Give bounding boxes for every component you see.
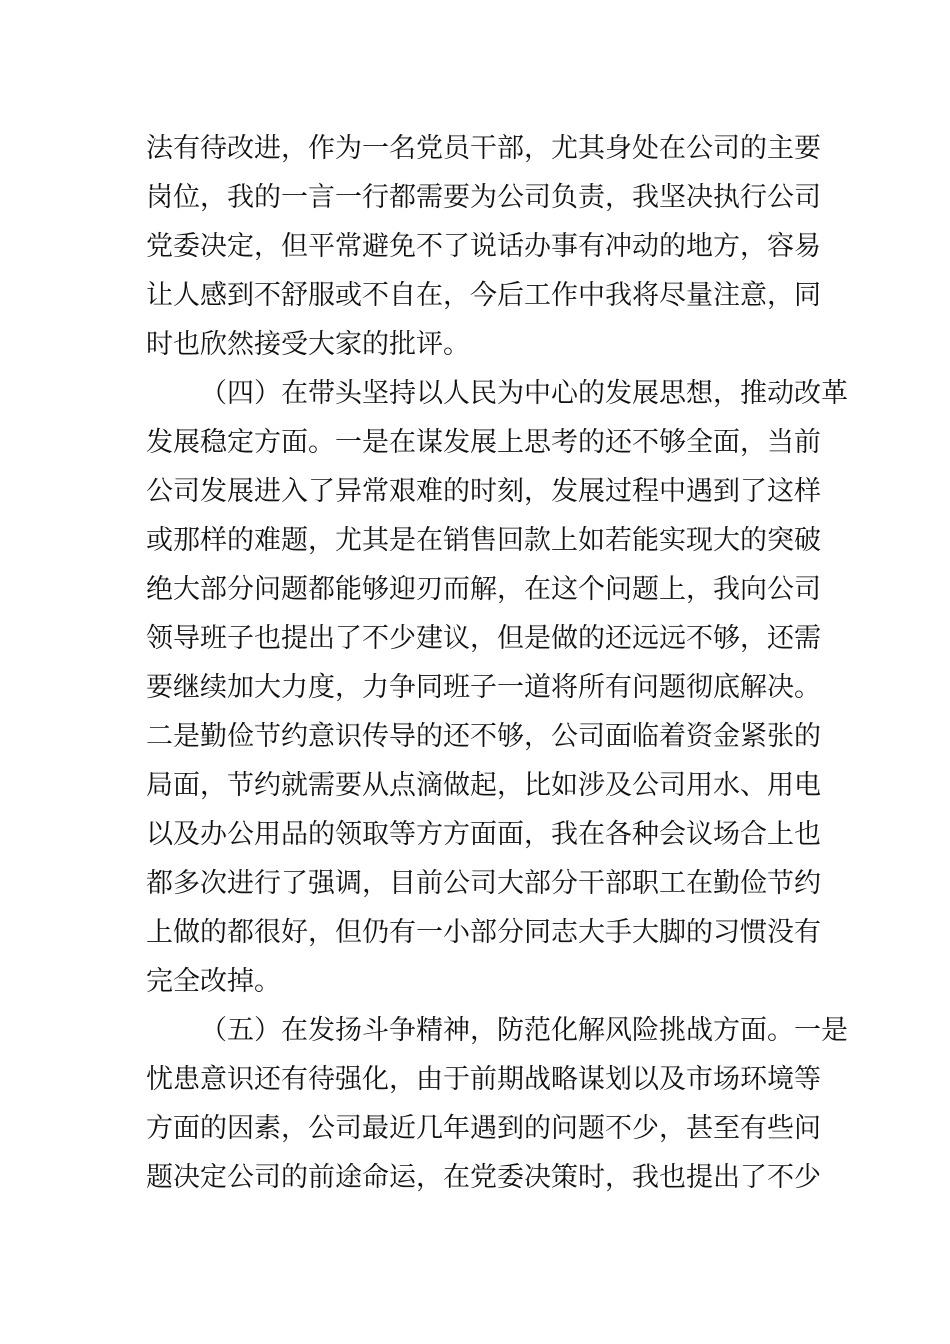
text-line: 领导班子也提出了不少建议，但是做的还远远不够，还需 bbox=[146, 623, 821, 654]
body-text bbox=[146, 124, 848, 1202]
text-line: 二是勤俭节约意识传导的还不够，公司面临着资金紧张的 bbox=[146, 721, 821, 752]
section-heading-line: （四）在带头坚持以人民为中心的发展思想，推动改革 bbox=[200, 378, 848, 409]
text-line: 时也欣然接受大家的批评。 bbox=[146, 329, 470, 360]
text-line: 都多次进行了强调，目前公司大部分干部职工在勤俭节约 bbox=[146, 868, 821, 899]
text-line: 题决定公司的前途命运，在党委决策时，我也提出了不少 bbox=[146, 1162, 821, 1193]
text-line: 党委决定，但平常避免不了说话办事有冲动的地方，容易 bbox=[146, 231, 821, 262]
text-line: 或那样的难题，尤其是在销售回款上如若能实现大的突破 bbox=[146, 525, 821, 556]
text-line: 忧患意识还有待强化，由于前期战略谋划以及市场环境等 bbox=[146, 1064, 821, 1095]
text-line: 公司发展进入了异常艰难的时刻，发展过程中遇到了这样 bbox=[146, 476, 821, 507]
text-line: 法有待改进，作为一名党员干部，尤其身处在公司的主要 bbox=[146, 133, 821, 164]
text-line: 局面，节约就需要从点滴做起，比如涉及公司用水、用电 bbox=[146, 770, 821, 801]
text-line: 以及办公用品的领取等方方面面，我在各种会议场合上也 bbox=[146, 819, 821, 850]
section-heading-line: （五）在发扬斗争精神，防范化解风险挑战方面。一是 bbox=[200, 1015, 848, 1046]
text-line: 完全改掉。 bbox=[146, 966, 281, 997]
text-line: 岗位，我的一言一行都需要为公司负责，我坚决执行公司 bbox=[146, 182, 821, 213]
text-line: 方面的因素，公司最近几年遇到的问题不少，甚至有些问 bbox=[146, 1113, 821, 1144]
text-line: 让人感到不舒服或不自在，今后工作中我将尽量注意，同 bbox=[146, 280, 821, 311]
text-line: 上做的都很好，但仍有一小部分同志大手大脚的习惯没有 bbox=[146, 917, 821, 948]
text-line: 发展稳定方面。一是在谋发展上思考的还不够全面，当前 bbox=[146, 427, 821, 458]
text-line: 绝大部分问题都能够迎刃而解，在这个问题上，我向公司 bbox=[146, 574, 821, 605]
text-line: 要继续加大力度，力争同班子一道将所有问题彻底解决。 bbox=[146, 672, 821, 703]
